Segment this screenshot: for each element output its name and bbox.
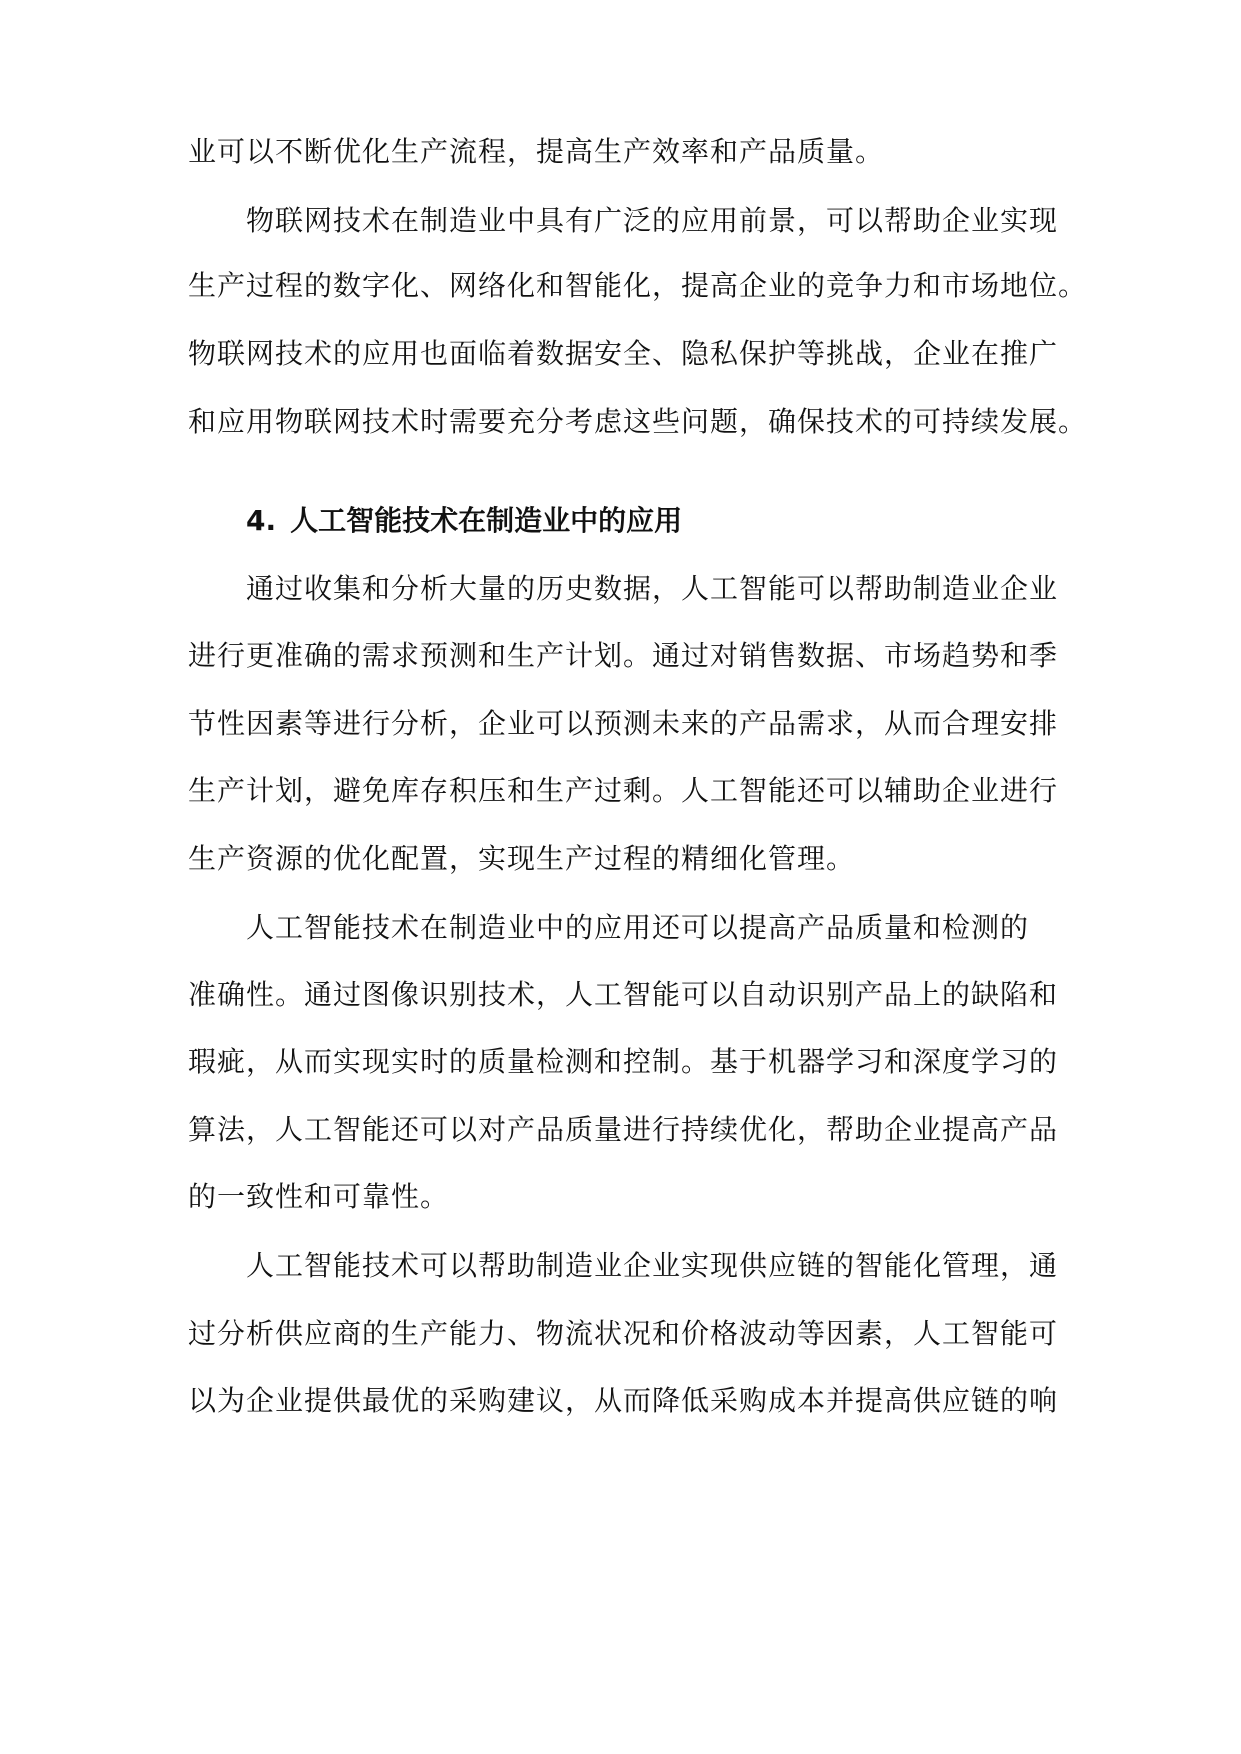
text-line: 生产过程的数字化、网络化和智能化，提高企业的竞争力和市场地位。 xyxy=(188,269,1088,302)
text-line: 进行更准确的需求预测和生产计划。通过对销售数据、市场趋势和季 xyxy=(188,639,1059,672)
text-line: 物联网技术在制造业中具有广泛的应用前景，可以帮助企业实现 xyxy=(246,204,1059,237)
text-line: 瑕疵，从而实现实时的质量检测和控制。基于机器学习和深度学习的 xyxy=(188,1045,1059,1078)
text-line: 生产计划，避免库存积压和生产过剩。人工智能还可以辅助企业进行 xyxy=(188,774,1059,807)
text-line: 准确性。通过图像识别技术，人工智能可以自动识别产品上的缺陷和 xyxy=(188,978,1059,1011)
text-line: 生产资源的优化配置，实现生产过程的精细化管理。 xyxy=(188,842,856,875)
text-line: 业可以不断优化生产流程，提高生产效率和产品质量。 xyxy=(188,135,885,168)
text-line: 人工智能技术可以帮助制造业企业实现供应链的智能化管理，通 xyxy=(246,1249,1059,1282)
text-line: 物联网技术的应用也面临着数据安全、隐私保护等挑战，企业在推广 xyxy=(188,337,1059,370)
text-line: 通过收集和分析大量的历史数据，人工智能可以帮助制造业企业 xyxy=(246,572,1059,605)
text-line: 节性因素等进行分析，企业可以预测未来的产品需求，从而合理安排 xyxy=(188,707,1059,740)
text-line: 过分析供应商的生产能力、物流状况和价格波动等因素，人工智能可 xyxy=(188,1317,1059,1350)
text-line: 算法，人工智能还可以对产品质量进行持续优化，帮助企业提高产品 xyxy=(188,1113,1059,1146)
text-line: 以为企业提供最优的采购建议，从而降低采购成本并提高供应链的响 xyxy=(188,1384,1059,1417)
section-number: 4. xyxy=(246,504,277,537)
text-line: 人工智能技术在制造业中的应用还可以提高产品质量和检测的 xyxy=(246,911,1030,944)
section-heading xyxy=(246,502,682,540)
section-title: 人工智能技术在制造业中的应用 xyxy=(290,504,683,537)
text-line: 的一致性和可靠性。 xyxy=(188,1180,450,1213)
text-line: 和应用物联网技术时需要充分考虑这些问题，确保技术的可持续发展。 xyxy=(188,405,1088,438)
